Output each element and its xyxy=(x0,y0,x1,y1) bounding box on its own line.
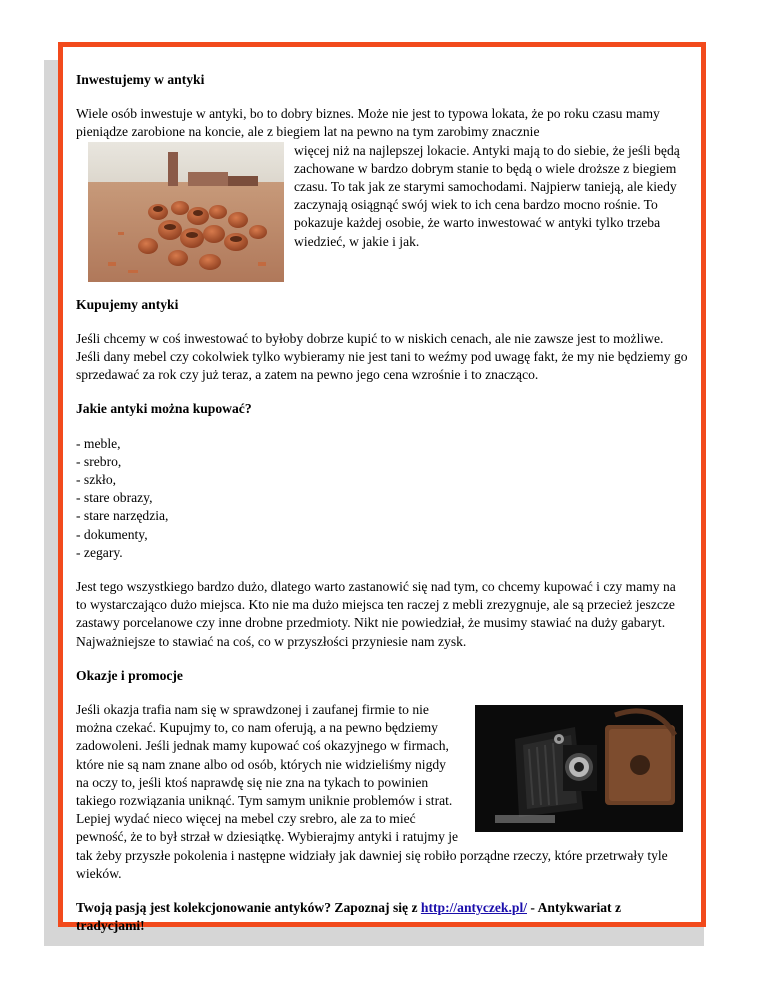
paragraph-investing-intro: Wiele osób inwestuje w antyki, bo to dobry biznes. Może nie jest to typowa lokata, że po roku czasu mamy pieniądze zarobione na koncie, ale z biegiem lat na pewno na tym zarobimy znacznie xyxy=(76,106,660,140)
cta-tail: - Antykwariat z tradycjami! xyxy=(76,900,622,934)
antiques-list xyxy=(76,435,689,562)
paragraph-investing-rest: więcej niż na najlepszej lokacie. Antyki mają to do siebie, że jeśli będą zachowane w bardzo dobrym stanie to będą o wiele droższe z biegiem czasu. To tak jak ze starymi samochodami. Najpierw tanieją, ale kiedy zaczynają osiągnąć swój wiek to ich cena bardzo mocno rośnie. To pokazuje każdej osobie, że warto inwestować w antyki tylko trzeba wiedzieć, w jakie i jak. xyxy=(294,142,680,249)
list-item: - stare narzędzia, xyxy=(76,508,169,524)
vintage-camera-photo xyxy=(475,705,683,832)
antyczek-link[interactable]: http://antyczek.pl/ xyxy=(420,900,527,916)
list-item: - szkło, xyxy=(76,472,117,488)
cta-text: Twoją pasją jest kolekcjonowanie antyków? Zapoznaj się z xyxy=(76,900,421,916)
heading-investing: Inwestujemy w antyki xyxy=(76,72,205,87)
offers-block xyxy=(76,701,689,883)
heading-offers: Okazje i promocje xyxy=(76,667,183,683)
list-item: - meble, xyxy=(76,435,121,451)
list-item: - zegary. xyxy=(76,544,123,560)
pottery-photo xyxy=(88,142,284,282)
paragraph-space: Jest tego wszystkiego bardzo dużo, dlatego warto zastanowić się nad tym, co chcemy kupować i czy mamy na to wystarczająco dużo miejsca. Kto nie ma dużo miejsca ten raczej z mebli zrezygnuje, ale są przecież jeszcze zastawy porcelanowe czy inne drobne przedmioty. Nikt nie powiedział, że musimy stawiać na duży gabaryt. Najważniejsze to stawiać na coś, co w przyszłości przyniesie nam zysk. xyxy=(76,579,676,649)
heading-buying: Kupujemy antyki xyxy=(76,296,179,312)
document-frame xyxy=(58,42,706,934)
heading-what-to-buy: Jakie antyki można kupować? xyxy=(76,401,252,417)
list-item: - srebro, xyxy=(76,453,122,469)
paragraph-offers: Jeśli okazja trafia nam się w sprawdzonej i zaufanej firmie to nie można czekać. Kupujmy to, co nam oferują, a na pewno będziemy zadowoleni. Jeśli jednak mamy kupować coś okazyjnego w firmach, które nie są nam znane albo od osób, których nie widzieliśmy nigdy na oczy to, jeśli ktoś naprawdę się nie zna na tykach to powinien takiego rozwiązania uniknąć. Tym samym uniknie problemów i strat. Lepiej wydać nieco więcej na mebel czy srebro, ale za to mieć pewność, że to był strzał w dziesiątkę. Wybierajmy antyki i ratujmy je tak żeby przyszłe pokolenia i następne widziały jak dawniej się robiło porządne rzeczy, które przetrwały tyle wieków. xyxy=(76,702,668,881)
paragraph-buying: Jeśli chcemy w coś inwestować to byłoby dobrze kupić to w niskich cenach, ale nie zawsze jest to możliwe. Jeśli dany mebel czy cokolwiek tylko wybieramy nie jest tani to weźmy pod uwagę fakt, że my nie będziemy go sprzedawać za rok czy już teraz, a zatem na pewno jego cena wzrośnie i to znacząco. xyxy=(76,330,688,383)
list-item: - dokumenty, xyxy=(76,526,148,542)
call-to-action xyxy=(76,899,689,935)
list-item: - stare obrazy, xyxy=(76,490,153,506)
